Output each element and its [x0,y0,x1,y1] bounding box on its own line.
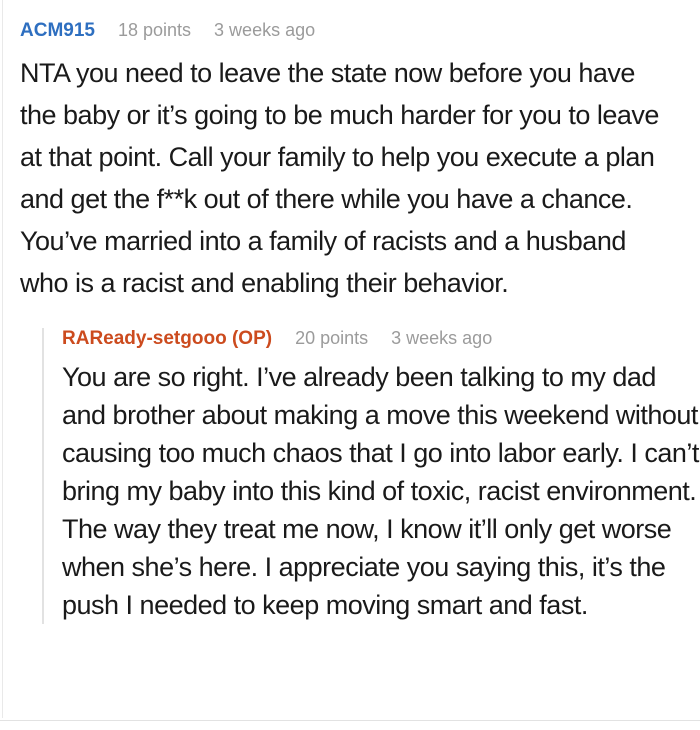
comment-header [20,20,680,42]
comment-body-text: NTA you need to leave the state now before you have the baby or it’s going to be much harder for you to leave at that point. Call your family to help you execute a plan and get the f**k out of there while you have a chance. You’ve married into a family of racists and a husband who is a racist and enabling their behavior. [20,58,659,298]
reply-body-text: You are so right. I’ve already been talking to my dad and brother about making a move this weekend without causing too much chaos that I go into labor early. I can’t bring my baby into this kind of toxic, racist environment. The way they treat me now, I know it’ll only get worse when she’s here. I appreciate you saying this, it’s the push I needed to keep moving smart and fast. [62,362,699,620]
nested-reply-comment [42,328,699,624]
reply-username-op[interactable]: RAReady-setgooo (OP) [62,328,273,349]
bottom-divider [0,720,700,721]
reply-timestamp: 3 weeks ago [391,328,493,348]
reply-header [62,328,680,350]
thread-collapse-line[interactable] [2,0,3,718]
comment-points: 18 points [117,20,192,40]
reply-points: 20 points [295,328,369,348]
comment-timestamp: 3 weeks ago [214,20,316,40]
comment-username[interactable]: ACM915 [20,20,95,41]
